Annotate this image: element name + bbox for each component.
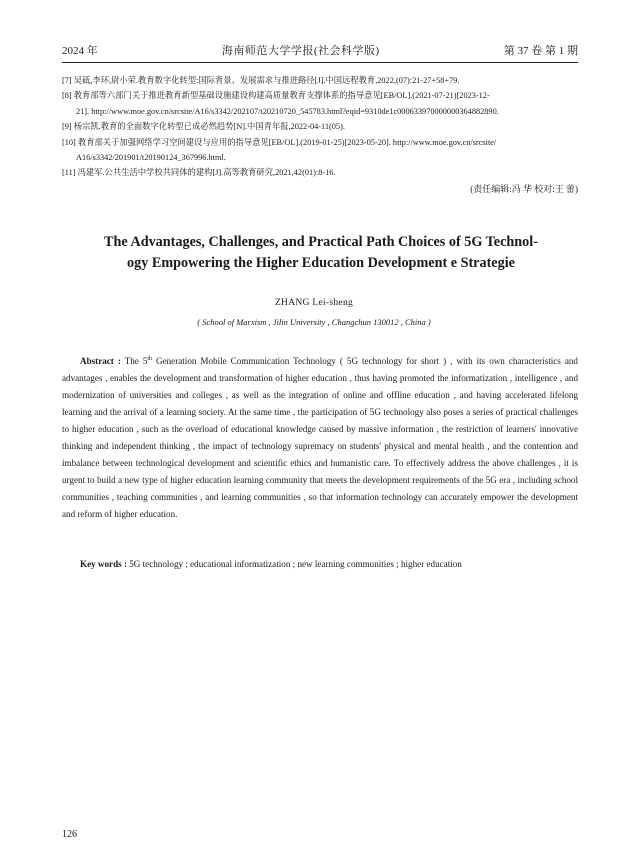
reference-text: [9] 杨宗凯.教育的全面数字化转型已成必然趋势[N].中国青年报,2022-04-11(05). bbox=[62, 122, 345, 132]
author-affiliation: ( School of Marxism , Jilin University , Changchun 130012 , China ) bbox=[197, 317, 431, 327]
reference-text: [8] 教育部等六部门关于推进教育新型基础设施建设构建高质量教育支撑体系的指导意见[EB/OL].(2021-07-21)[2023-12- bbox=[62, 91, 490, 101]
keywords-label: Key words : bbox=[80, 559, 127, 569]
keywords-line bbox=[62, 556, 578, 572]
reference-item bbox=[62, 119, 578, 134]
running-header bbox=[62, 41, 578, 59]
abstract-text: Generation Mobile Communication Technology ( 5G technology for short ) , with its own characteristics and advantages , enables the development and transformation of higher education , thus having promoted the informatization , intelligence , and modernization of universities and colleges , as well as the integration of online and offline education , and having accelerated lifelong learning and the arrival of a learning society. At the same time , the participation of 5G technology also poses a series of practical challenges to higher education , such as the overload of educational knowledge caused by massive information , the restriction of learners' innovative thinking and independent thinking , the impact of technology supremacy on students' physical and mental health , and the contention and imbalance between technological development and scientific ethics and humanistic care. To effectively address the above challenges , it is urgent to build a new type of higher education learning community that meets the development requirements of the 5G era , including school communities , teaching communities , and learning communities , so that information technology can accurately empower the development and reform of higher education. bbox=[62, 356, 578, 519]
reference-list bbox=[62, 73, 578, 197]
header-volume-issue: 第 37 卷 第 1 期 bbox=[503, 45, 578, 57]
reference-text: [7] 吴砥,李环,尉小荣.教育数字化转型:国际背景、发展需求与推进路径[J].中国远程教育,2022,(07):21-27+58+79. bbox=[62, 76, 460, 85]
keywords-text: 5G technology ; educational informatization ; new learning communities ; higher education bbox=[126, 559, 462, 569]
header-year: 2024 年 bbox=[62, 45, 98, 57]
reference-continuation: A16/s3342/201901/t20190124_367996.html. bbox=[76, 153, 226, 163]
ordinal-superscript: th bbox=[147, 356, 153, 362]
reference-text: [11] 冯建军.公共生活中学校共同体的建构[J].高等教育研究,2021,42(01):8-16. bbox=[62, 168, 336, 178]
reference-item bbox=[62, 73, 578, 88]
reference-continuation: 21]. http://www.moe.gov.cn/srcsite/A16/s3342/202107/t20210720_545783.html?eqid=9310de1c000633970000000364882890. bbox=[76, 106, 499, 116]
editor-note: (责任编辑:冯 华 校对:王 蕾) bbox=[470, 183, 578, 194]
english-title bbox=[72, 232, 570, 274]
title-line: The Advantages, Challenges, and Practical Path Choices of 5G Technol- bbox=[104, 234, 538, 250]
title-line: ogy Empowering the Higher Education Development e Strategie bbox=[127, 255, 515, 271]
abstract-label: Abstract : bbox=[80, 356, 121, 367]
reference-item bbox=[62, 135, 578, 166]
abstract-text-start: The 5 bbox=[120, 356, 148, 367]
reference-item bbox=[62, 88, 578, 119]
page-number: 126 bbox=[62, 829, 77, 840]
header-journal-name: 海南师范大学学报(社会科学版) bbox=[221, 45, 380, 57]
header-rule bbox=[62, 62, 578, 63]
author-name: ZHANG Lei-sheng bbox=[274, 298, 354, 308]
reference-item bbox=[62, 165, 578, 180]
abstract-paragraph bbox=[62, 351, 578, 523]
reference-text: [10] 教育部关于加强网络学习空间建设与应用的指导意见[EB/OL].(2019-01-25)[2023-05-20]. http://www.moe.gov.cn/srcsite/ bbox=[62, 137, 497, 147]
